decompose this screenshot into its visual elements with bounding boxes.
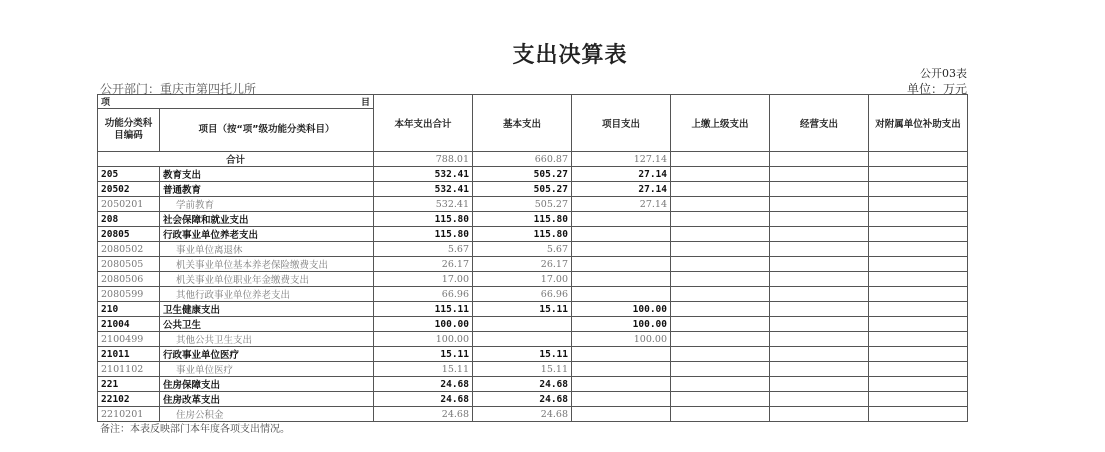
value-cell: 115.11 bbox=[374, 302, 473, 317]
code-cell: 221 bbox=[98, 377, 160, 392]
value-cell bbox=[671, 212, 770, 227]
table-row bbox=[98, 287, 968, 302]
value-cell: 532.41 bbox=[374, 182, 473, 197]
code-cell: 2080502 bbox=[98, 242, 160, 257]
value-cell: 5.67 bbox=[473, 242, 572, 257]
value-cell: 24.68 bbox=[374, 407, 473, 422]
xiang-label: 项 bbox=[101, 98, 111, 108]
code-cell: 20502 bbox=[98, 182, 160, 197]
value-cell bbox=[869, 212, 968, 227]
table-row bbox=[98, 317, 968, 332]
value-cell bbox=[671, 317, 770, 332]
value-cell bbox=[572, 392, 671, 407]
code-cell: 20805 bbox=[98, 227, 160, 242]
total-cell: 660.87 bbox=[473, 152, 572, 167]
value-cell bbox=[869, 377, 968, 392]
value-cell: 15.11 bbox=[473, 347, 572, 362]
page-title: 支出决算表 bbox=[512, 42, 628, 68]
mu-label: 目 bbox=[360, 98, 370, 108]
unit-label: 单位：万元 bbox=[906, 82, 967, 96]
col-header-name: 项目（按“项”级功能分类科目） bbox=[160, 109, 374, 152]
value-cell: 24.68 bbox=[473, 392, 572, 407]
value-cell bbox=[572, 257, 671, 272]
form-number: 公开03表 bbox=[920, 67, 967, 80]
value-cell: 27.14 bbox=[572, 167, 671, 182]
table-row bbox=[98, 227, 968, 242]
value-cell bbox=[869, 407, 968, 422]
value-cell: 27.14 bbox=[572, 197, 671, 212]
value-cell: 24.68 bbox=[374, 392, 473, 407]
name-cell: 机关事业单位职业年金缴费支出 bbox=[160, 272, 374, 287]
code-cell: 2080506 bbox=[98, 272, 160, 287]
value-cell: 100.00 bbox=[374, 332, 473, 347]
value-cell bbox=[671, 242, 770, 257]
value-cell: 26.17 bbox=[473, 257, 572, 272]
value-cell: 24.68 bbox=[473, 377, 572, 392]
value-cell: 27.14 bbox=[572, 182, 671, 197]
value-cell: 505.27 bbox=[473, 197, 572, 212]
value-cell bbox=[671, 347, 770, 362]
col-header-total: 本年支出合计 bbox=[374, 95, 473, 152]
value-cell bbox=[671, 362, 770, 377]
value-cell: 100.00 bbox=[572, 317, 671, 332]
name-cell: 普通教育 bbox=[160, 182, 374, 197]
value-cell bbox=[869, 167, 968, 182]
value-cell: 15.11 bbox=[473, 302, 572, 317]
total-cell bbox=[869, 152, 968, 167]
value-cell bbox=[770, 407, 869, 422]
value-cell bbox=[869, 392, 968, 407]
value-cell bbox=[770, 242, 869, 257]
value-cell: 100.00 bbox=[572, 302, 671, 317]
name-cell: 机关事业单位基本养老保险缴费支出 bbox=[160, 257, 374, 272]
code-cell: 21011 bbox=[98, 347, 160, 362]
value-cell bbox=[869, 302, 968, 317]
name-cell: 卫生健康支出 bbox=[160, 302, 374, 317]
value-cell bbox=[770, 317, 869, 332]
value-cell bbox=[770, 287, 869, 302]
col-header-project: 项目支出 bbox=[572, 95, 671, 152]
value-cell: 15.11 bbox=[374, 347, 473, 362]
value-cell: 505.27 bbox=[473, 167, 572, 182]
value-cell bbox=[869, 197, 968, 212]
value-cell bbox=[770, 227, 869, 242]
table-row bbox=[98, 242, 968, 257]
value-cell bbox=[770, 167, 869, 182]
value-cell: 26.17 bbox=[374, 257, 473, 272]
value-cell bbox=[770, 392, 869, 407]
value-cell bbox=[671, 377, 770, 392]
name-cell: 行政事业单位医疗 bbox=[160, 347, 374, 362]
value-cell bbox=[671, 287, 770, 302]
name-cell: 公共卫生 bbox=[160, 317, 374, 332]
table-row bbox=[98, 347, 968, 362]
value-cell: 532.41 bbox=[374, 167, 473, 182]
value-cell bbox=[869, 362, 968, 377]
col-header-operating: 经营支出 bbox=[770, 95, 869, 152]
name-cell: 其他公共卫生支出 bbox=[160, 332, 374, 347]
value-cell: 115.80 bbox=[374, 227, 473, 242]
code-cell: 2101102 bbox=[98, 362, 160, 377]
value-cell bbox=[770, 257, 869, 272]
value-cell bbox=[572, 242, 671, 257]
table-row bbox=[98, 302, 968, 317]
value-cell bbox=[671, 392, 770, 407]
value-cell: 66.96 bbox=[473, 287, 572, 302]
value-cell: 505.27 bbox=[473, 182, 572, 197]
value-cell bbox=[671, 257, 770, 272]
total-cell bbox=[770, 152, 869, 167]
code-cell: 205 bbox=[98, 167, 160, 182]
table-row bbox=[98, 257, 968, 272]
value-cell bbox=[572, 377, 671, 392]
table-row bbox=[98, 362, 968, 377]
value-cell bbox=[572, 272, 671, 287]
value-cell: 17.00 bbox=[473, 272, 572, 287]
code-cell: 2080505 bbox=[98, 257, 160, 272]
name-cell: 住房公积金 bbox=[160, 407, 374, 422]
value-cell bbox=[770, 377, 869, 392]
footnote: 备注：本表反映部门本年度各项支出情况。 bbox=[100, 424, 290, 435]
name-cell: 其他行政事业单位养老支出 bbox=[160, 287, 374, 302]
total-cell: 127.14 bbox=[572, 152, 671, 167]
value-cell bbox=[671, 227, 770, 242]
table-row bbox=[98, 272, 968, 287]
table-row bbox=[98, 212, 968, 227]
value-cell bbox=[572, 362, 671, 377]
value-cell bbox=[572, 407, 671, 422]
total-cell: 788.01 bbox=[374, 152, 473, 167]
value-cell bbox=[869, 242, 968, 257]
value-cell bbox=[671, 272, 770, 287]
code-cell: 2210201 bbox=[98, 407, 160, 422]
col-header-upper: 上缴上级支出 bbox=[671, 95, 770, 152]
value-cell: 115.80 bbox=[473, 212, 572, 227]
value-cell bbox=[770, 212, 869, 227]
value-cell: 115.80 bbox=[473, 227, 572, 242]
value-cell: 17.00 bbox=[374, 272, 473, 287]
value-cell bbox=[671, 182, 770, 197]
value-cell bbox=[671, 197, 770, 212]
value-cell bbox=[770, 302, 869, 317]
name-cell: 学前教育 bbox=[160, 197, 374, 212]
value-cell: 100.00 bbox=[374, 317, 473, 332]
table-row bbox=[98, 332, 968, 347]
code-cell: 208 bbox=[98, 212, 160, 227]
value-cell bbox=[473, 317, 572, 332]
name-cell: 事业单位离退休 bbox=[160, 242, 374, 257]
value-cell bbox=[473, 332, 572, 347]
value-cell bbox=[572, 212, 671, 227]
value-cell: 24.68 bbox=[374, 377, 473, 392]
table-row bbox=[98, 182, 968, 197]
value-cell: 100.00 bbox=[572, 332, 671, 347]
value-cell: 532.41 bbox=[374, 197, 473, 212]
value-cell: 15.11 bbox=[374, 362, 473, 377]
name-cell: 行政事业单位养老支出 bbox=[160, 227, 374, 242]
value-cell bbox=[869, 182, 968, 197]
name-cell: 社会保障和就业支出 bbox=[160, 212, 374, 227]
name-cell: 住房改革支出 bbox=[160, 392, 374, 407]
value-cell bbox=[572, 347, 671, 362]
department-label: 公开部门：重庆市第四托儿所 bbox=[100, 82, 257, 96]
code-cell: 2080599 bbox=[98, 287, 160, 302]
value-cell bbox=[869, 287, 968, 302]
value-cell bbox=[572, 287, 671, 302]
value-cell bbox=[671, 302, 770, 317]
value-cell bbox=[869, 227, 968, 242]
value-cell bbox=[770, 347, 869, 362]
name-cell: 事业单位医疗 bbox=[160, 362, 374, 377]
value-cell bbox=[770, 197, 869, 212]
value-cell bbox=[671, 332, 770, 347]
code-cell: 2050201 bbox=[98, 197, 160, 212]
value-cell bbox=[572, 227, 671, 242]
table-row bbox=[98, 392, 968, 407]
xiang-mu-header bbox=[98, 95, 374, 109]
col-header-basic: 基本支出 bbox=[473, 95, 572, 152]
value-cell bbox=[671, 407, 770, 422]
table-row bbox=[98, 167, 968, 182]
value-cell: 115.80 bbox=[374, 212, 473, 227]
value-cell bbox=[770, 332, 869, 347]
value-cell bbox=[869, 257, 968, 272]
value-cell bbox=[869, 272, 968, 287]
code-cell: 22102 bbox=[98, 392, 160, 407]
code-cell: 2100499 bbox=[98, 332, 160, 347]
value-cell bbox=[770, 182, 869, 197]
value-cell bbox=[869, 317, 968, 332]
value-cell bbox=[869, 347, 968, 362]
code-cell: 21004 bbox=[98, 317, 160, 332]
total-label: 合计 bbox=[98, 152, 374, 167]
value-cell bbox=[770, 272, 869, 287]
name-cell: 教育支出 bbox=[160, 167, 374, 182]
table-row bbox=[98, 197, 968, 212]
value-cell: 66.96 bbox=[374, 287, 473, 302]
col-header-subsidy: 对附属单位补助支出 bbox=[869, 95, 968, 152]
total-cell bbox=[671, 152, 770, 167]
total-row bbox=[98, 152, 968, 167]
value-cell: 15.11 bbox=[473, 362, 572, 377]
col-header-code: 功能分类科目编码 bbox=[98, 109, 160, 152]
table-row bbox=[98, 377, 968, 392]
value-cell: 5.67 bbox=[374, 242, 473, 257]
value-cell: 24.68 bbox=[473, 407, 572, 422]
value-cell bbox=[671, 167, 770, 182]
name-cell: 住房保障支出 bbox=[160, 377, 374, 392]
value-cell bbox=[869, 332, 968, 347]
code-cell: 210 bbox=[98, 302, 160, 317]
expenditure-table bbox=[97, 94, 968, 422]
value-cell bbox=[770, 362, 869, 377]
